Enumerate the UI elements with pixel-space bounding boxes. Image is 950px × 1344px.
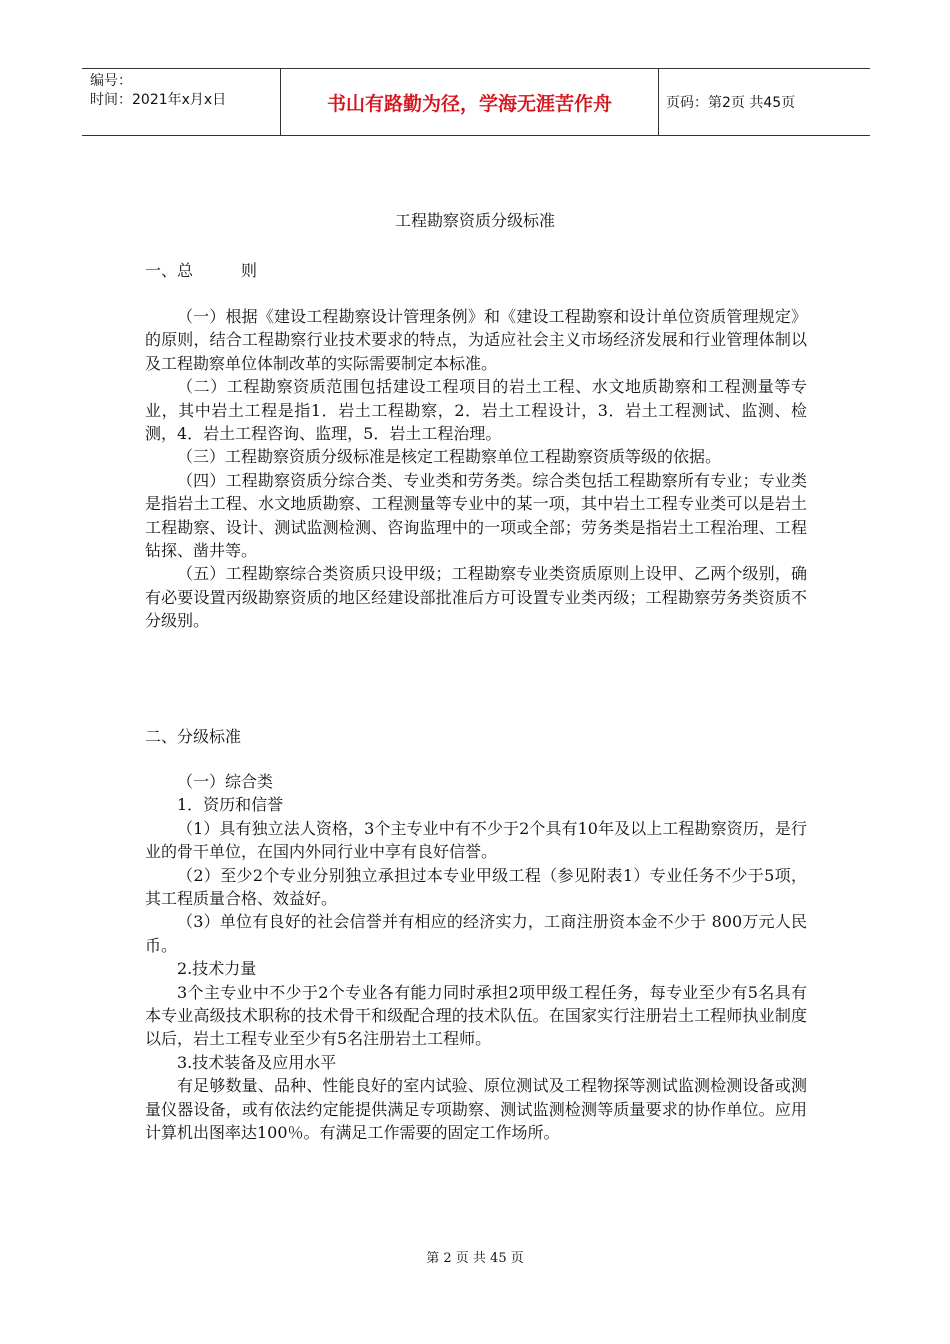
- page-header: [82, 68, 870, 136]
- section-2-body: [145, 770, 807, 1145]
- subheading: （一）综合类: [177, 772, 274, 791]
- paragraph: （二）工程勘察资质范围包括建设工程项目的岩土工程、水文地质勘察和工程测量等专业，其中岩土工程是指1．岩土工程勘察，2．岩土工程设计，3．岩土工程测试、监测、检测，4．岩土工程咨询、监理，5．岩土工程治理。: [145, 377, 807, 444]
- section-heading-1: 一、总 则: [145, 261, 258, 280]
- header-page-label: 页码：第2页 共45页: [666, 95, 796, 111]
- paragraph: （一）根据《建设工程勘察设计管理条例》和《建设工程勘察和设计单位资质管理规定》的原则，结合工程勘察行业技术要求的特点，为适应社会主义市场经济发展和行业管理体制以及工程勘察单位体制改革的实际需要制定本标准。: [145, 307, 807, 373]
- paragraph: （2）至少2个专业分别独立承担过本专业甲级工程（参见附表1）专业任务不少于5项，其工程质量合格、效益好。: [145, 865, 807, 909]
- document-title: 工程勘察资质分级标准: [394, 211, 555, 230]
- page-footer: 第 2 页 共 45 页: [426, 1251, 524, 1266]
- paragraph: （三）工程勘察资质分级标准是核定工程勘察单位工程勘察资质等级的依据。: [177, 447, 722, 467]
- paragraph: （1）具有独立法人资格，3个主专业中有不少于2个具有10年及以上工程勘察资历，是行业的骨干单位，在国内外同行业中享有良好信誉。: [145, 818, 807, 862]
- header-motto: 书山有路勤为径，学海无涯苦作舟: [281, 69, 659, 135]
- section-1-body: [145, 305, 807, 633]
- subheading: 3.技术装备及应用水平: [177, 1052, 337, 1072]
- paragraph: 有足够数量、品种、性能良好的室内试验、原位测试及工程物探等测试监测检测设备或测量仪器设备，或有依法约定能提供满足专项勘察、测试监测检测等质量要求的协作单位。应用计算机出图率达100％。有满足工作需要的固定工作场所。: [145, 1076, 807, 1143]
- header-info: [82, 69, 281, 135]
- section-heading-2: 二、分级标准: [145, 727, 242, 746]
- date-label: 时间：2021年x月x日: [90, 92, 227, 108]
- paragraph: 3个主专业中不少于2个专业各有能力同时承担2项甲级工程任务，每专业至少有5名具有本专业高级技术职称的技术骨干和级配合理的技术队伍。在国家实行注册岩土工程师执业制度以后，岩土工程专业至少有5名注册岩土工程师。: [145, 982, 807, 1049]
- paragraph: （五）工程勘察综合类资质只设甲级；工程勘察专业类资质原则上设甲、乙两个级别，确有必要设置丙级勘察资质的地区经建设部批准后方可设置专业类丙级；工程勘察劳务类资质不分级别。: [145, 564, 807, 631]
- paragraph: （3）单位有良好的社会信誉并有相应的经济实力，工商注册资本金不少于 800万元人民币。: [145, 912, 807, 955]
- subheading: 2.技术力量: [177, 959, 257, 979]
- paragraph: （四）工程勘察资质分综合类、专业类和劳务类。综合类包括工程勘察所有专业；专业类是指岩土工程、水文地质勘察、工程测量等专业中的某一项，其中岩土工程专业类可以是岩土工程勘察、设计、测试监测检测、咨询监理中的一项或全部；劳务类是指岩土工程治理、工程钻探、凿井等。: [145, 470, 807, 561]
- subheading: 1．资历和信誉: [177, 795, 284, 815]
- number-label: 编号：: [90, 73, 132, 89]
